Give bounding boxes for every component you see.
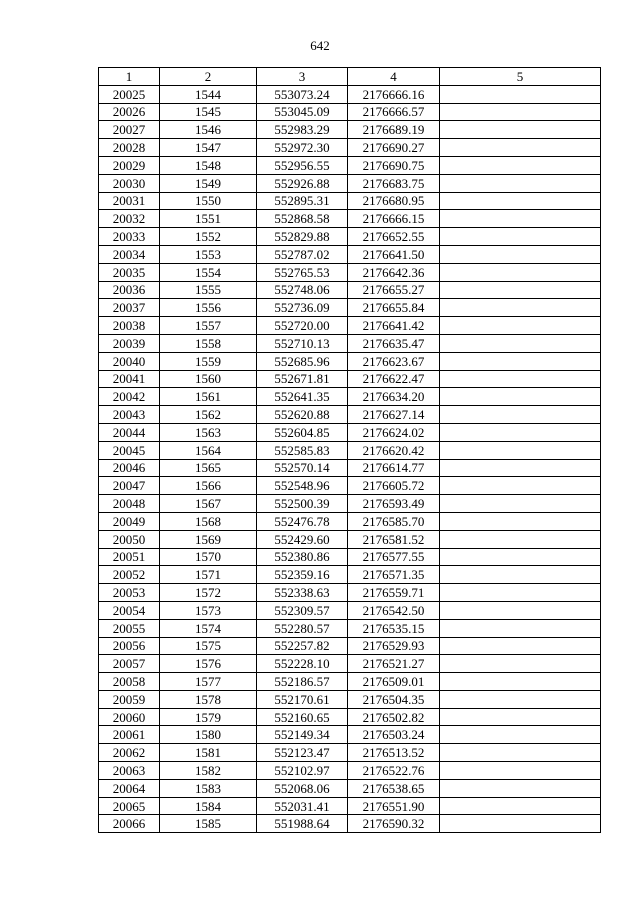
cell-note [440,192,601,210]
cell-point-id: 20036 [99,281,160,299]
cell-x-coordinate: 552765.53 [257,263,348,281]
cell-note [440,174,601,192]
cell-y-coordinate: 2176535.15 [348,619,440,637]
cell-index: 1570 [160,548,257,566]
cell-note [440,601,601,619]
cell-note [440,317,601,335]
cell-x-coordinate: 552829.88 [257,228,348,246]
cell-x-coordinate: 552736.09 [257,299,348,317]
cell-index: 1579 [160,708,257,726]
cell-y-coordinate: 2176593.49 [348,495,440,513]
cell-note [440,690,601,708]
cell-x-coordinate: 552031.41 [257,797,348,815]
cell-index: 1578 [160,690,257,708]
cell-note [440,566,601,584]
cell-x-coordinate: 552570.14 [257,459,348,477]
cell-y-coordinate: 2176509.01 [348,673,440,691]
cell-note [440,423,601,441]
cell-index: 1546 [160,121,257,139]
cell-point-id: 20040 [99,352,160,370]
cell-note [440,139,601,157]
cell-y-coordinate: 2176690.75 [348,156,440,174]
cell-note [440,459,601,477]
table-row [99,495,601,513]
cell-index: 1559 [160,352,257,370]
cell-index: 1562 [160,406,257,424]
cell-point-id: 20039 [99,334,160,352]
cell-point-id: 20038 [99,317,160,335]
table-row [99,566,601,584]
cell-point-id: 20048 [99,495,160,513]
table-body [99,85,601,832]
column-header-1: 1 [99,68,160,86]
cell-x-coordinate: 552476.78 [257,512,348,530]
cell-index: 1550 [160,192,257,210]
cell-note [440,156,601,174]
cell-note [440,779,601,797]
cell-y-coordinate: 2176680.95 [348,192,440,210]
cell-x-coordinate: 553045.09 [257,103,348,121]
cell-y-coordinate: 2176627.14 [348,406,440,424]
cell-x-coordinate: 552429.60 [257,530,348,548]
cell-point-id: 20037 [99,299,160,317]
cell-x-coordinate: 551988.64 [257,815,348,833]
cell-index: 1585 [160,815,257,833]
cell-note [440,388,601,406]
cell-y-coordinate: 2176623.67 [348,352,440,370]
cell-point-id: 20027 [99,121,160,139]
cell-point-id: 20066 [99,815,160,833]
table-row [99,370,601,388]
cell-index: 1571 [160,566,257,584]
table-row [99,423,601,441]
cell-note [440,655,601,673]
cell-note [440,673,601,691]
table-row [99,406,601,424]
table-row [99,744,601,762]
table-row [99,673,601,691]
table-row [99,762,601,780]
cell-y-coordinate: 2176666.16 [348,85,440,103]
cell-x-coordinate: 552309.57 [257,601,348,619]
cell-x-coordinate: 552604.85 [257,423,348,441]
cell-point-id: 20043 [99,406,160,424]
cell-index: 1569 [160,530,257,548]
column-header-2: 2 [160,68,257,86]
cell-x-coordinate: 552160.65 [257,708,348,726]
table-row [99,352,601,370]
cell-index: 1572 [160,584,257,602]
cell-index: 1544 [160,85,257,103]
table-header [99,68,601,86]
cell-x-coordinate: 552710.13 [257,334,348,352]
cell-x-coordinate: 552787.02 [257,245,348,263]
table-row [99,726,601,744]
cell-y-coordinate: 2176641.50 [348,245,440,263]
cell-note [440,245,601,263]
cell-note [440,530,601,548]
cell-index: 1548 [160,156,257,174]
cell-note [440,281,601,299]
cell-note [440,85,601,103]
cell-note [440,263,601,281]
cell-x-coordinate: 553073.24 [257,85,348,103]
cell-x-coordinate: 552895.31 [257,192,348,210]
cell-index: 1577 [160,673,257,691]
cell-point-id: 20046 [99,459,160,477]
cell-y-coordinate: 2176622.47 [348,370,440,388]
cell-x-coordinate: 552926.88 [257,174,348,192]
cell-x-coordinate: 552102.97 [257,762,348,780]
cell-index: 1581 [160,744,257,762]
cell-note [440,370,601,388]
cell-x-coordinate: 552983.29 [257,121,348,139]
cell-index: 1575 [160,637,257,655]
cell-note [440,210,601,228]
header-row [99,68,601,86]
cell-index: 1563 [160,423,257,441]
cell-y-coordinate: 2176641.42 [348,317,440,335]
cell-point-id: 20056 [99,637,160,655]
cell-x-coordinate: 552359.16 [257,566,348,584]
cell-note [440,299,601,317]
cell-note [440,797,601,815]
cell-point-id: 20029 [99,156,160,174]
cell-y-coordinate: 2176620.42 [348,441,440,459]
cell-y-coordinate: 2176666.15 [348,210,440,228]
table-row [99,174,601,192]
cell-x-coordinate: 552123.47 [257,744,348,762]
cell-y-coordinate: 2176559.71 [348,584,440,602]
cell-point-id: 20032 [99,210,160,228]
table-row [99,245,601,263]
cell-index: 1551 [160,210,257,228]
cell-y-coordinate: 2176513.52 [348,744,440,762]
cell-y-coordinate: 2176542.50 [348,601,440,619]
table-row [99,584,601,602]
cell-note [440,495,601,513]
cell-x-coordinate: 552972.30 [257,139,348,157]
cell-index: 1560 [160,370,257,388]
cell-y-coordinate: 2176689.19 [348,121,440,139]
cell-point-id: 20053 [99,584,160,602]
cell-x-coordinate: 552671.81 [257,370,348,388]
cell-x-coordinate: 552186.57 [257,673,348,691]
cell-note [440,228,601,246]
cell-point-id: 20025 [99,85,160,103]
cell-note [440,548,601,566]
cell-point-id: 20026 [99,103,160,121]
cell-x-coordinate: 552170.61 [257,690,348,708]
cell-index: 1567 [160,495,257,513]
coordinates-table [98,67,601,833]
cell-point-id: 20035 [99,263,160,281]
cell-point-id: 20045 [99,441,160,459]
cell-index: 1576 [160,655,257,673]
table-row [99,121,601,139]
cell-point-id: 20062 [99,744,160,762]
table-row [99,779,601,797]
cell-point-id: 20042 [99,388,160,406]
cell-point-id: 20028 [99,139,160,157]
column-header-4: 4 [348,68,440,86]
cell-point-id: 20061 [99,726,160,744]
cell-point-id: 20051 [99,548,160,566]
cell-point-id: 20059 [99,690,160,708]
cell-point-id: 20047 [99,477,160,495]
cell-y-coordinate: 2176666.57 [348,103,440,121]
cell-y-coordinate: 2176614.77 [348,459,440,477]
column-header-3: 3 [257,68,348,86]
cell-x-coordinate: 552500.39 [257,495,348,513]
table-row [99,655,601,673]
cell-note [440,441,601,459]
column-header-5: 5 [440,68,601,86]
table-row [99,334,601,352]
cell-y-coordinate: 2176504.35 [348,690,440,708]
cell-point-id: 20031 [99,192,160,210]
cell-x-coordinate: 552380.86 [257,548,348,566]
table-row [99,281,601,299]
cell-point-id: 20065 [99,797,160,815]
cell-x-coordinate: 552585.83 [257,441,348,459]
table-row [99,139,601,157]
cell-y-coordinate: 2176683.75 [348,174,440,192]
table-row [99,815,601,833]
table-row [99,690,601,708]
cell-note [440,708,601,726]
cell-point-id: 20049 [99,512,160,530]
cell-note [440,121,601,139]
cell-note [440,512,601,530]
cell-index: 1583 [160,779,257,797]
cell-point-id: 20041 [99,370,160,388]
cell-y-coordinate: 2176655.27 [348,281,440,299]
cell-y-coordinate: 2176522.76 [348,762,440,780]
cell-index: 1566 [160,477,257,495]
cell-note [440,334,601,352]
cell-note [440,406,601,424]
table-row [99,85,601,103]
table-row [99,156,601,174]
cell-point-id: 20052 [99,566,160,584]
cell-index: 1564 [160,441,257,459]
cell-x-coordinate: 552338.63 [257,584,348,602]
cell-point-id: 20044 [99,423,160,441]
cell-index: 1554 [160,263,257,281]
cell-y-coordinate: 2176605.72 [348,477,440,495]
table-row [99,637,601,655]
cell-x-coordinate: 552641.35 [257,388,348,406]
cell-point-id: 20030 [99,174,160,192]
cell-index: 1557 [160,317,257,335]
cell-index: 1556 [160,299,257,317]
cell-point-id: 20060 [99,708,160,726]
table-row [99,210,601,228]
cell-index: 1553 [160,245,257,263]
table-row [99,228,601,246]
cell-note [440,726,601,744]
cell-y-coordinate: 2176652.55 [348,228,440,246]
cell-note [440,762,601,780]
cell-point-id: 20033 [99,228,160,246]
cell-y-coordinate: 2176634.20 [348,388,440,406]
cell-index: 1565 [160,459,257,477]
cell-x-coordinate: 552228.10 [257,655,348,673]
cell-y-coordinate: 2176635.47 [348,334,440,352]
table-row [99,388,601,406]
cell-x-coordinate: 552720.00 [257,317,348,335]
cell-x-coordinate: 552257.82 [257,637,348,655]
cell-x-coordinate: 552548.96 [257,477,348,495]
cell-y-coordinate: 2176590.32 [348,815,440,833]
cell-point-id: 20034 [99,245,160,263]
cell-x-coordinate: 552620.88 [257,406,348,424]
cell-point-id: 20057 [99,655,160,673]
table-row [99,548,601,566]
cell-point-id: 20064 [99,779,160,797]
table-row [99,601,601,619]
cell-y-coordinate: 2176624.02 [348,423,440,441]
table-row [99,512,601,530]
table-row [99,619,601,637]
cell-y-coordinate: 2176529.93 [348,637,440,655]
cell-index: 1573 [160,601,257,619]
cell-point-id: 20063 [99,762,160,780]
cell-y-coordinate: 2176571.35 [348,566,440,584]
cell-index: 1582 [160,762,257,780]
cell-index: 1549 [160,174,257,192]
cell-index: 1561 [160,388,257,406]
cell-x-coordinate: 552149.34 [257,726,348,744]
table-row [99,263,601,281]
cell-y-coordinate: 2176585.70 [348,512,440,530]
cell-note [440,477,601,495]
cell-index: 1580 [160,726,257,744]
cell-index: 1555 [160,281,257,299]
cell-x-coordinate: 552685.96 [257,352,348,370]
cell-y-coordinate: 2176502.82 [348,708,440,726]
cell-x-coordinate: 552068.06 [257,779,348,797]
cell-note [440,103,601,121]
cell-y-coordinate: 2176581.52 [348,530,440,548]
cell-index: 1568 [160,512,257,530]
cell-x-coordinate: 552868.58 [257,210,348,228]
table-row [99,459,601,477]
cell-point-id: 20054 [99,601,160,619]
table-row [99,477,601,495]
cell-index: 1584 [160,797,257,815]
cell-y-coordinate: 2176551.90 [348,797,440,815]
cell-note [440,744,601,762]
cell-x-coordinate: 552280.57 [257,619,348,637]
cell-y-coordinate: 2176538.65 [348,779,440,797]
table-row [99,317,601,335]
cell-y-coordinate: 2176521.27 [348,655,440,673]
cell-index: 1545 [160,103,257,121]
cell-y-coordinate: 2176642.36 [348,263,440,281]
cell-note [440,619,601,637]
cell-y-coordinate: 2176690.27 [348,139,440,157]
cell-y-coordinate: 2176655.84 [348,299,440,317]
cell-y-coordinate: 2176577.55 [348,548,440,566]
cell-index: 1574 [160,619,257,637]
cell-index: 1547 [160,139,257,157]
cell-point-id: 20055 [99,619,160,637]
cell-note [440,815,601,833]
table-row [99,530,601,548]
table-row [99,299,601,317]
cell-note [440,584,601,602]
cell-note [440,637,601,655]
table-row [99,103,601,121]
cell-index: 1552 [160,228,257,246]
cell-note [440,352,601,370]
cell-point-id: 20058 [99,673,160,691]
cell-x-coordinate: 552956.55 [257,156,348,174]
table-row [99,708,601,726]
page-number: 642 [310,38,330,53]
table-row [99,192,601,210]
table-row [99,441,601,459]
cell-y-coordinate: 2176503.24 [348,726,440,744]
table-row [99,797,601,815]
cell-point-id: 20050 [99,530,160,548]
cell-index: 1558 [160,334,257,352]
cell-x-coordinate: 552748.06 [257,281,348,299]
